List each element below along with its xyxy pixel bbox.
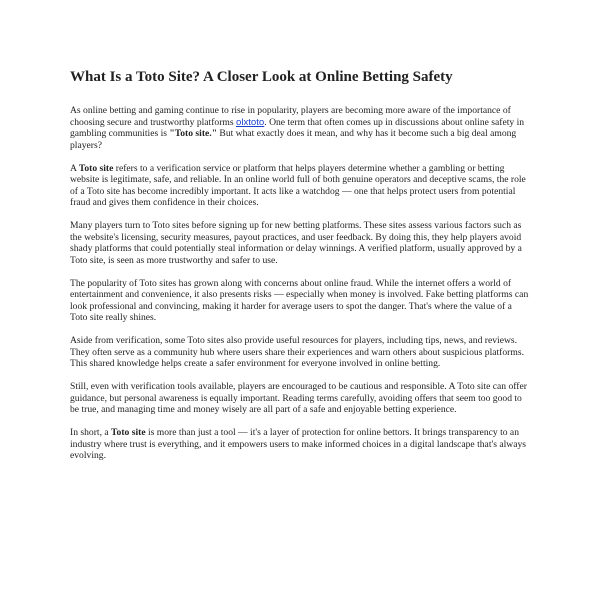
- conclusion-text-1: In short, a: [70, 427, 112, 438]
- page-title: What Is a Toto Site? A Closer Look at Online Betting Safety: [70, 69, 453, 85]
- paragraph-caution: Still, even with verification tools available, players are encouraged to be cautious and responsible. A Toto site can offer guidance, but personal awareness is equally important. Reading terms carefully, avoiding offers that seem too good to be true, and managing time and money wisely are all part of a safe and enjoyable betting experience.: [70, 381, 527, 415]
- intro-text-2: . One term that often comes up in discussions about online safety in gambling communities is: [70, 116, 525, 139]
- paragraph-resources: Aside from verification, some Toto sites also provide useful resources for players, including tips, news, and reviews. They often serve as a community hub where users share their experiences and warn others about suspicious platforms. This shared knowledge helps create a safer environment for everyone involved in online betting.: [70, 335, 524, 369]
- definition-text-2: refers to a verification service or platform that helps players determine whether a gambling or betting website is legitimate, safe, and reliable. In an online world full of both genuine operators and deceptive scams, the role of a Toto site has become incredibly important. It acts like a watchdog — one that helps protect users from potential fraud and gives them confidence in their choices.: [70, 162, 526, 208]
- paragraph-conclusion: [70, 427, 530, 462]
- paragraph-intro: [70, 105, 530, 151]
- paragraph-definition: [70, 163, 530, 209]
- intro-text-1: As online betting and gaming continue to rise in popularity, players are becoming more aware of the importance of choosing secure and trustworthy platforms: [70, 105, 511, 128]
- conclusion-text-2: is more than just a tool — it's a layer of protection for online bettors. It brings transparency to an industry where trust is everything, and it empowers users to make informed choices in a digital landscape that's always evolving.: [70, 427, 526, 461]
- article: [70, 67, 530, 473]
- intro-text-3: But what exactly does it mean, and why has it become such a big deal among players?: [70, 128, 517, 151]
- definition-text-1: A: [70, 162, 79, 174]
- intro-bold-term: "Toto site.": [169, 128, 218, 139]
- olxtoto-link[interactable]: olxtoto: [236, 116, 265, 128]
- paragraph-popularity: The popularity of Toto sites has grown along with concerns about online fraud. While the internet offers a world of entertainment and convenience, it also presents risks — especially when money is involved. Fake betting platforms can look professional and convincing, making it harder for average users to spot the danger. That's where the value of a Toto site really shines.: [70, 277, 529, 323]
- paragraph-verification: Many players turn to Toto sites before signing up for new betting platforms. These sites assess various factors such as the website's licensing, security measures, payout practices, and user feedback. By doing this, they help players avoid shady platforms that could potentially steal information or delay winnings. A verified platform, usually approved by a Toto site, is seen as more trustworthy and safer to use.: [70, 220, 522, 266]
- definition-bold-term: Toto site: [78, 162, 114, 174]
- conclusion-bold-term: Toto site: [111, 427, 146, 438]
